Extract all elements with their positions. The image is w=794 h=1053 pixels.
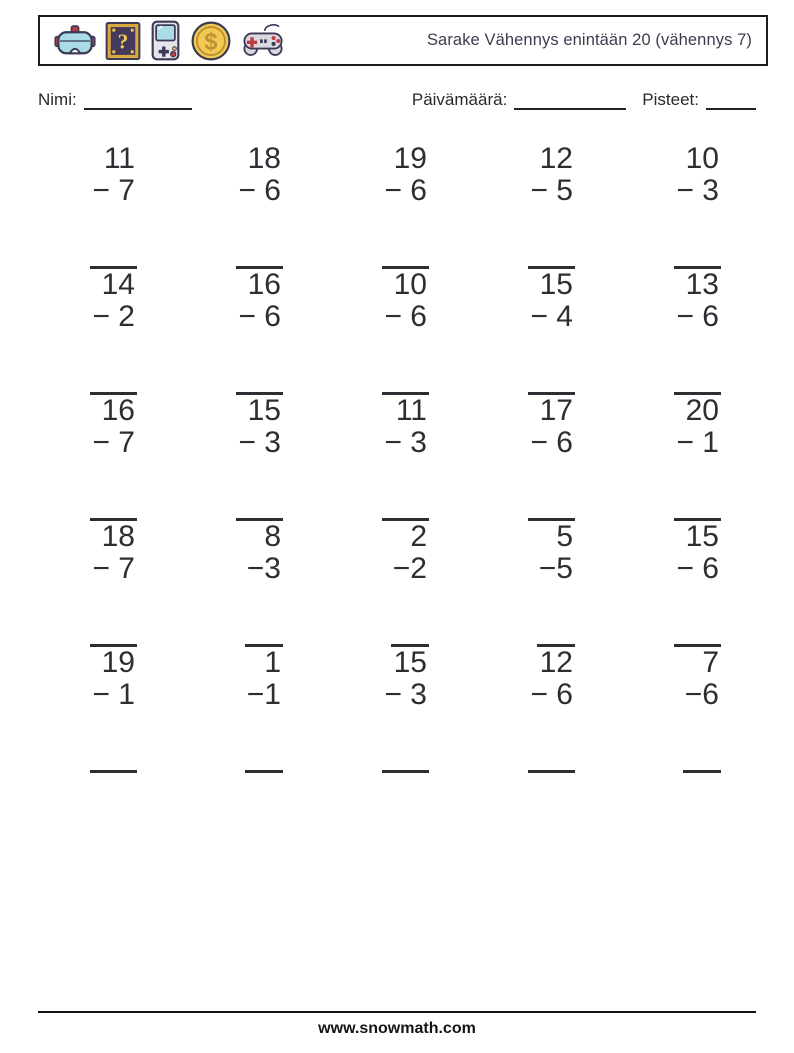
subtraction-problem: [90, 143, 137, 269]
minuend: 14: [101, 268, 135, 301]
operator-and-subtrahend: − 7: [92, 174, 135, 207]
minuend: 19: [393, 142, 427, 175]
minuend: 7: [702, 646, 719, 679]
operator-and-subtrahend: − 6: [384, 300, 427, 333]
subtraction-problem: [674, 143, 721, 269]
name-label: Nimi:: [38, 90, 77, 109]
subtraction-problem: [528, 143, 575, 269]
subtraction-problem: [391, 521, 429, 647]
minuend: 2: [410, 520, 427, 553]
operator-and-subtrahend: − 6: [676, 300, 719, 333]
svg-text:?: ?: [117, 28, 129, 53]
minuend: 16: [247, 268, 281, 301]
page-title: Sarake Vähennys enintään 20 (vähennys 7): [426, 31, 752, 49]
vr-headset-icon: [54, 21, 96, 61]
subtraction-problem: [382, 269, 429, 395]
operator-and-subtrahend: − 6: [238, 174, 281, 207]
score-field: [642, 90, 756, 110]
subtraction-problem: [90, 521, 137, 647]
footer-divider: [38, 1011, 756, 1013]
svg-text:$: $: [204, 28, 218, 55]
minuend: 12: [539, 142, 573, 175]
subtraction-problem: [236, 269, 283, 395]
subtraction-problem: [528, 395, 575, 521]
header-icons: [54, 20, 285, 62]
date-blank-line: [514, 91, 626, 110]
date-label: Päivämäärä:: [411, 90, 508, 109]
subtraction-problem: [537, 521, 575, 647]
subtraction-problem: [90, 647, 137, 773]
subtraction-problem: [382, 395, 429, 521]
subtraction-problem: [382, 143, 429, 269]
minuend: 16: [101, 394, 135, 427]
subtraction-problem: [683, 647, 721, 773]
minuend: 17: [539, 394, 573, 427]
header: [38, 15, 768, 66]
minuend: 20: [685, 394, 719, 427]
info-row: [38, 90, 756, 110]
subtraction-problem: [236, 143, 283, 269]
gamepad-icon: [241, 21, 285, 61]
operator-and-subtrahend: − 7: [92, 426, 135, 459]
minuend: 15: [685, 520, 719, 553]
minuend: 12: [539, 646, 573, 679]
handheld-console-icon: [150, 20, 181, 61]
minuend: 18: [101, 520, 135, 553]
score-label: Pisteet:: [642, 90, 699, 109]
subtraction-problem: [245, 521, 283, 647]
dollar-coin-icon: [190, 20, 232, 62]
operator-and-subtrahend: − 5: [530, 174, 573, 207]
minuend: 11: [395, 394, 427, 427]
minuend: 19: [101, 646, 135, 679]
operator-and-subtrahend: − 6: [530, 678, 573, 711]
subtraction-problem: [528, 269, 575, 395]
minuend: 10: [393, 268, 427, 301]
operator-and-subtrahend: − 4: [530, 300, 573, 333]
minuend: 18: [247, 142, 281, 175]
subtraction-problem: [674, 269, 721, 395]
operator-and-subtrahend: −6: [684, 678, 719, 711]
operator-and-subtrahend: −1: [246, 678, 281, 711]
minuend: 5: [556, 520, 573, 553]
operator-and-subtrahend: − 2: [92, 300, 135, 333]
operator-and-subtrahend: −5: [538, 552, 573, 585]
question-block-icon: [105, 21, 141, 61]
problems-grid: [38, 143, 768, 773]
subtraction-problem: [90, 395, 137, 521]
score-blank-line: [706, 91, 756, 110]
footer-website: www.snowmath.com: [318, 1020, 476, 1037]
subtraction-problem: [236, 395, 283, 521]
name-blank-line: [84, 91, 192, 110]
operator-and-subtrahend: −2: [392, 552, 427, 585]
operator-and-subtrahend: − 1: [92, 678, 135, 711]
minuend: 10: [685, 142, 719, 175]
minuend: 1: [264, 646, 281, 679]
minuend: 13: [685, 268, 719, 301]
minuend: 15: [539, 268, 573, 301]
minuend: 15: [393, 646, 427, 679]
operator-and-subtrahend: − 3: [676, 174, 719, 207]
operator-and-subtrahend: −3: [246, 552, 281, 585]
operator-and-subtrahend: − 3: [238, 426, 281, 459]
operator-and-subtrahend: − 1: [676, 426, 719, 459]
subtraction-problem: [90, 269, 137, 395]
name-field: [38, 90, 192, 110]
operator-and-subtrahend: − 6: [384, 174, 427, 207]
operator-and-subtrahend: − 6: [530, 426, 573, 459]
operator-and-subtrahend: − 3: [384, 678, 427, 711]
date-field: [412, 90, 626, 110]
operator-and-subtrahend: − 6: [238, 300, 281, 333]
minuend: 15: [247, 394, 281, 427]
operator-and-subtrahend: − 7: [92, 552, 135, 585]
operator-and-subtrahend: − 3: [384, 426, 427, 459]
operator-and-subtrahend: − 6: [676, 552, 719, 585]
subtraction-problem: [382, 647, 429, 773]
subtraction-problem: [528, 647, 575, 773]
subtraction-problem: [674, 521, 721, 647]
info-right: [412, 90, 756, 110]
subtraction-problem: [674, 395, 721, 521]
subtraction-problem: [245, 647, 283, 773]
minuend: 8: [264, 520, 281, 553]
minuend: 11: [103, 142, 135, 175]
